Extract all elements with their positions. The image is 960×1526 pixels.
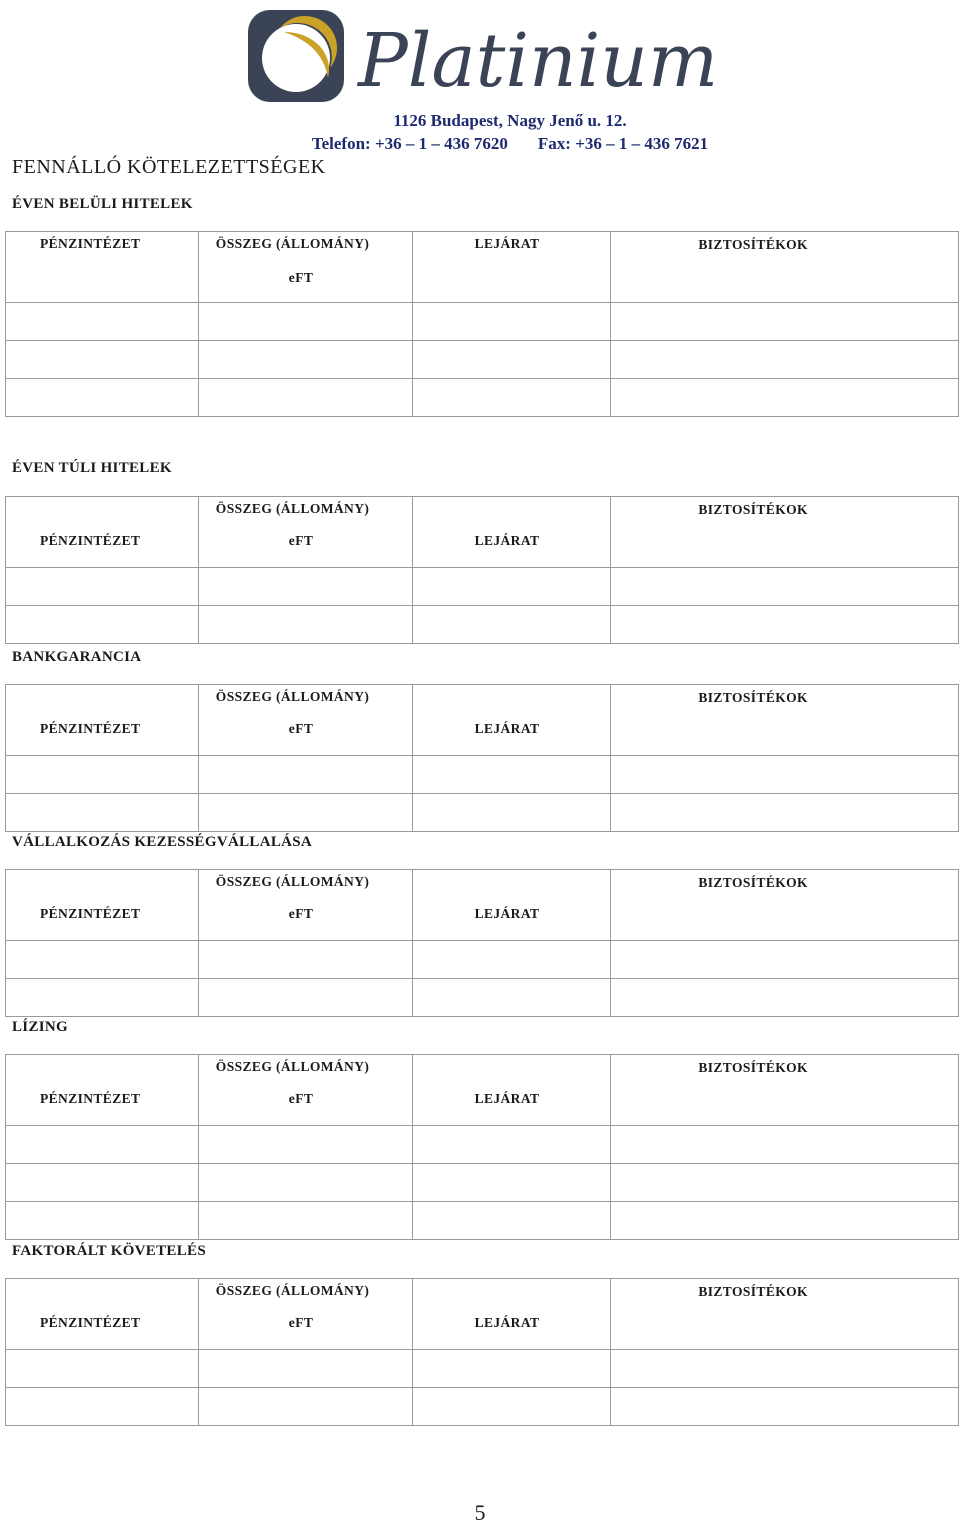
header-cell bbox=[6, 1279, 199, 1350]
maturity-cell[interactable] bbox=[412, 756, 611, 794]
header-amount-unit: eFT bbox=[288, 906, 314, 921]
header-cell bbox=[412, 1055, 611, 1126]
amount-cell[interactable] bbox=[198, 1126, 412, 1164]
maturity-cell[interactable] bbox=[412, 606, 611, 644]
collateral-cell[interactable] bbox=[611, 303, 959, 341]
institution-cell[interactable] bbox=[6, 1164, 199, 1202]
table-row bbox=[6, 303, 959, 341]
header-institution: PÉNZINTÉZET bbox=[40, 721, 141, 736]
table-row bbox=[6, 1164, 959, 1202]
header-cell bbox=[611, 870, 959, 941]
table-row bbox=[6, 794, 959, 832]
liability-table bbox=[5, 1278, 959, 1426]
table-header-row bbox=[6, 685, 959, 756]
liability-table bbox=[5, 496, 959, 644]
header-cell bbox=[611, 1055, 959, 1126]
collateral-cell[interactable] bbox=[611, 606, 959, 644]
header-maturity: LEJÁRAT bbox=[474, 236, 540, 251]
header-institution: PÉNZINTÉZET bbox=[40, 1091, 141, 1106]
section-title: ÉVEN TÚLI HITELEK bbox=[12, 460, 172, 476]
header-maturity: LEJÁRAT bbox=[474, 1315, 540, 1330]
table-row bbox=[6, 341, 959, 379]
header-amount: ÖSSZEG (ÁLLOMÁNY) bbox=[215, 874, 370, 889]
table-row bbox=[6, 979, 959, 1017]
institution-cell[interactable] bbox=[6, 1126, 199, 1164]
amount-cell[interactable] bbox=[198, 303, 412, 341]
section-title: LÍZING bbox=[12, 1019, 68, 1035]
collateral-cell[interactable] bbox=[611, 979, 959, 1017]
liability-table bbox=[5, 684, 959, 832]
header-amount-unit: eFT bbox=[288, 1091, 314, 1106]
institution-cell[interactable] bbox=[6, 941, 199, 979]
collateral-cell[interactable] bbox=[611, 379, 959, 417]
header-amount-unit: eFT bbox=[288, 721, 314, 736]
maturity-cell[interactable] bbox=[412, 1126, 611, 1164]
header-cell bbox=[6, 1055, 199, 1126]
section-title: ÉVEN BELÜLI HITELEK bbox=[12, 196, 193, 212]
amount-cell[interactable] bbox=[198, 1388, 412, 1426]
header-cell bbox=[6, 232, 199, 303]
header-cell bbox=[611, 232, 959, 303]
header-collateral: BIZTOSÍTÉKOK bbox=[698, 690, 808, 705]
header-collateral: BIZTOSÍTÉKOK bbox=[698, 1284, 808, 1299]
header-institution: PÉNZINTÉZET bbox=[40, 906, 141, 921]
amount-cell[interactable] bbox=[198, 756, 412, 794]
header-cell bbox=[198, 497, 412, 568]
header-cell bbox=[198, 1055, 412, 1126]
maturity-cell[interactable] bbox=[412, 1350, 611, 1388]
maturity-cell[interactable] bbox=[412, 341, 611, 379]
amount-cell[interactable] bbox=[198, 941, 412, 979]
header-cell bbox=[611, 685, 959, 756]
header-collateral: BIZTOSÍTÉKOK bbox=[698, 1060, 808, 1075]
contact-line bbox=[250, 134, 770, 154]
header-cell bbox=[6, 870, 199, 941]
table-header-row bbox=[6, 1055, 959, 1126]
collateral-cell[interactable] bbox=[611, 1126, 959, 1164]
header-cell bbox=[198, 685, 412, 756]
liability-table bbox=[5, 1054, 959, 1240]
header-maturity: LEJÁRAT bbox=[474, 533, 540, 548]
maturity-cell[interactable] bbox=[412, 794, 611, 832]
institution-cell[interactable] bbox=[6, 606, 199, 644]
collateral-cell[interactable] bbox=[611, 568, 959, 606]
header-cell bbox=[6, 497, 199, 568]
institution-cell[interactable] bbox=[6, 794, 199, 832]
maturity-cell[interactable] bbox=[412, 1202, 611, 1240]
header-cell bbox=[412, 685, 611, 756]
table-row bbox=[6, 1202, 959, 1240]
maturity-cell[interactable] bbox=[412, 1388, 611, 1426]
header-institution: PÉNZINTÉZET bbox=[40, 533, 141, 548]
collateral-cell[interactable] bbox=[611, 756, 959, 794]
amount-cell[interactable] bbox=[198, 606, 412, 644]
header-cell bbox=[611, 497, 959, 568]
header-amount-unit: eFT bbox=[288, 1315, 314, 1330]
table-row bbox=[6, 568, 959, 606]
header-amount: ÖSSZEG (ÁLLOMÁNY) bbox=[215, 1059, 370, 1074]
header-cell bbox=[412, 497, 611, 568]
institution-cell[interactable] bbox=[6, 756, 199, 794]
table-header-row bbox=[6, 1279, 959, 1350]
maturity-cell[interactable] bbox=[412, 941, 611, 979]
amount-cell[interactable] bbox=[198, 379, 412, 417]
maturity-cell[interactable] bbox=[412, 379, 611, 417]
maturity-cell[interactable] bbox=[412, 568, 611, 606]
amount-cell[interactable] bbox=[198, 979, 412, 1017]
institution-cell[interactable] bbox=[6, 303, 199, 341]
collateral-cell[interactable] bbox=[611, 1350, 959, 1388]
institution-cell[interactable] bbox=[6, 341, 199, 379]
header-cell bbox=[611, 1279, 959, 1350]
header-maturity: LEJÁRAT bbox=[474, 906, 540, 921]
header-cell bbox=[198, 232, 412, 303]
amount-cell[interactable] bbox=[198, 341, 412, 379]
liability-table bbox=[5, 231, 959, 417]
maturity-cell[interactable] bbox=[412, 1164, 611, 1202]
header-maturity: LEJÁRAT bbox=[474, 1091, 540, 1106]
table-header-row bbox=[6, 497, 959, 568]
institution-cell[interactable] bbox=[6, 1388, 199, 1426]
collateral-cell[interactable] bbox=[611, 1202, 959, 1240]
table-row bbox=[6, 1126, 959, 1164]
section-title: FAKTORÁLT KÖVETELÉS bbox=[12, 1243, 206, 1259]
institution-cell[interactable] bbox=[6, 1350, 199, 1388]
institution-cell[interactable] bbox=[6, 1202, 199, 1240]
liability-table bbox=[5, 869, 959, 1017]
table-row bbox=[6, 379, 959, 417]
table-row bbox=[6, 756, 959, 794]
header-cell bbox=[198, 870, 412, 941]
maturity-cell[interactable] bbox=[412, 303, 611, 341]
logo-wordmark: Platinium bbox=[358, 18, 719, 104]
header-collateral: BIZTOSÍTÉKOK bbox=[698, 875, 808, 890]
collateral-cell[interactable] bbox=[611, 1388, 959, 1426]
phone-number: Telefon: +36 – 1 – 436 7620 bbox=[311, 134, 508, 153]
maturity-cell[interactable] bbox=[412, 979, 611, 1017]
header-amount: ÖSSZEG (ÁLLOMÁNY) bbox=[215, 501, 370, 516]
table-header-row bbox=[6, 232, 959, 303]
header-amount: ÖSSZEG (ÁLLOMÁNY) bbox=[215, 236, 370, 251]
header-maturity: LEJÁRAT bbox=[474, 721, 540, 736]
table-row bbox=[6, 606, 959, 644]
amount-cell[interactable] bbox=[198, 568, 412, 606]
header-amount: ÖSSZEG (ÁLLOMÁNY) bbox=[215, 689, 370, 704]
collateral-cell[interactable] bbox=[611, 1164, 959, 1202]
institution-cell[interactable] bbox=[6, 979, 199, 1017]
header-amount: ÖSSZEG (ÁLLOMÁNY) bbox=[215, 1283, 370, 1298]
header-institution: PÉNZINTÉZET bbox=[40, 1315, 141, 1330]
amount-cell[interactable] bbox=[198, 1164, 412, 1202]
table-row bbox=[6, 941, 959, 979]
amount-cell[interactable] bbox=[198, 794, 412, 832]
header-cell bbox=[6, 685, 199, 756]
collateral-cell[interactable] bbox=[611, 341, 959, 379]
collateral-cell[interactable] bbox=[611, 794, 959, 832]
header-cell bbox=[412, 1279, 611, 1350]
amount-cell[interactable] bbox=[198, 1202, 412, 1240]
page-number: 5 bbox=[474, 1500, 486, 1525]
amount-cell[interactable] bbox=[198, 1350, 412, 1388]
section-title: BANKGARANCIA bbox=[12, 649, 142, 665]
institution-cell[interactable] bbox=[6, 568, 199, 606]
table-row bbox=[6, 1350, 959, 1388]
institution-cell[interactable] bbox=[6, 379, 199, 417]
header-amount-unit: eFT bbox=[288, 533, 314, 548]
table-row bbox=[6, 1388, 959, 1426]
platinium-logo bbox=[246, 6, 776, 106]
table-header-row bbox=[6, 870, 959, 941]
document-title: FENNÁLLÓ KÖTELEZETTSÉGEK bbox=[12, 156, 326, 178]
header-cell bbox=[412, 870, 611, 941]
header-institution: PÉNZINTÉZET bbox=[40, 236, 141, 251]
section-title: VÁLLALKOZÁS KEZESSÉGVÁLLALÁSA bbox=[12, 834, 313, 850]
header-collateral: BIZTOSÍTÉKOK bbox=[698, 237, 808, 252]
header-collateral: BIZTOSÍTÉKOK bbox=[698, 502, 808, 517]
header-cell bbox=[198, 1279, 412, 1350]
header-amount-unit: eFT bbox=[288, 270, 314, 285]
header-cell bbox=[412, 232, 611, 303]
fax-number: Fax: +36 – 1 – 436 7621 bbox=[537, 134, 709, 153]
collateral-cell[interactable] bbox=[611, 941, 959, 979]
address-line: 1126 Budapest, Nagy Jenő u. 12. bbox=[393, 111, 627, 130]
